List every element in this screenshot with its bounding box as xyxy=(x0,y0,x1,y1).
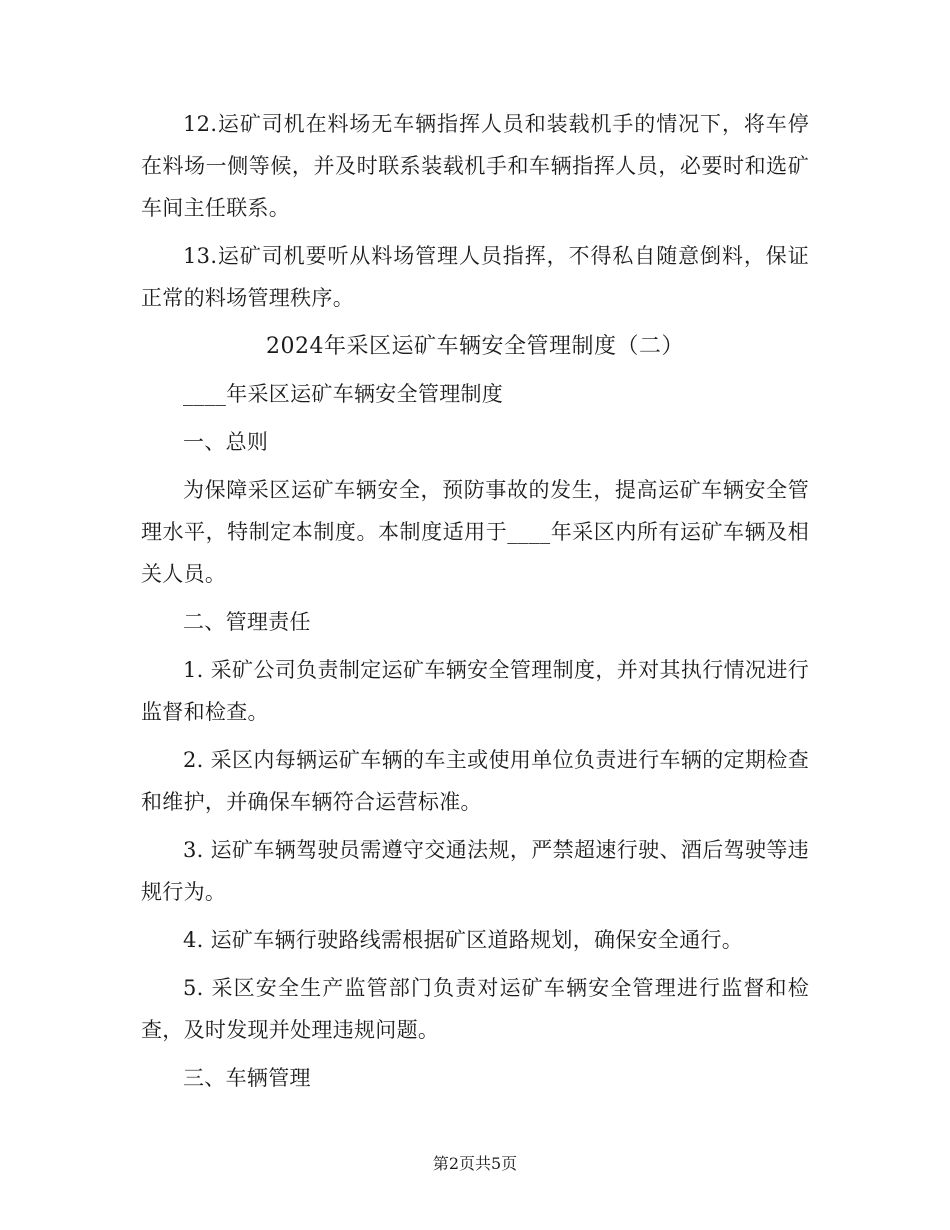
paragraph-item-13: 13.运矿司机要听从料场管理人员指挥，不得私自随意倒料，保证正常的料场管理秩序。 xyxy=(141,244,809,310)
paragraph-responsibility-3: 3. 运矿车辆驾驶员需遵守交通法规，严禁超速行驶、酒后驾驶等违规行为。 xyxy=(141,838,809,904)
section-title: 2024年采区运矿车辆安全管理制度（二） xyxy=(266,334,684,359)
document-body xyxy=(141,103,809,1105)
paragraph-responsibility-5: 5. 采区安全生产监管部门负责对运矿车辆安全管理进行监督和检查，及时发现并处理违规问题。 xyxy=(141,976,809,1042)
paragraph-responsibility-4: 4. 运矿车辆行驶路线需根据矿区道路规划，确保安全通行。 xyxy=(183,928,744,952)
paragraph-general: 为保障采区运矿车辆安全，预防事故的发生，提高运矿车辆安全管理水平，特制定本制度。本制度适用于____年采区内所有运矿车辆及相关人员。 xyxy=(141,478,809,586)
paragraph-subtitle: ____年采区运矿车辆安全管理制度 xyxy=(183,382,504,406)
paragraph-responsibility-1: 1. 采矿公司负责制定运矿车辆安全管理制度，并对其执行情况进行监督和检查。 xyxy=(141,658,809,724)
heading-general: 一、总则 xyxy=(183,430,269,454)
page-number-footer: 第2页共5页 xyxy=(432,1154,518,1173)
paragraph-item-12: 12.运矿司机在料场无车辆指挥人员和装载机手的情况下，将车停在料场一侧等候，并及时联系装载机手和车辆指挥人员，必要时和选矿车间主任联系。 xyxy=(141,112,809,220)
heading-vehicle-management: 三、车辆管理 xyxy=(183,1066,311,1090)
paragraph-responsibility-2: 2. 采区内每辆运矿车辆的车主或使用单位负责进行车辆的定期检查和维护，并确保车辆符合运营标准。 xyxy=(141,748,809,814)
heading-responsibility: 二、管理责任 xyxy=(183,610,311,634)
